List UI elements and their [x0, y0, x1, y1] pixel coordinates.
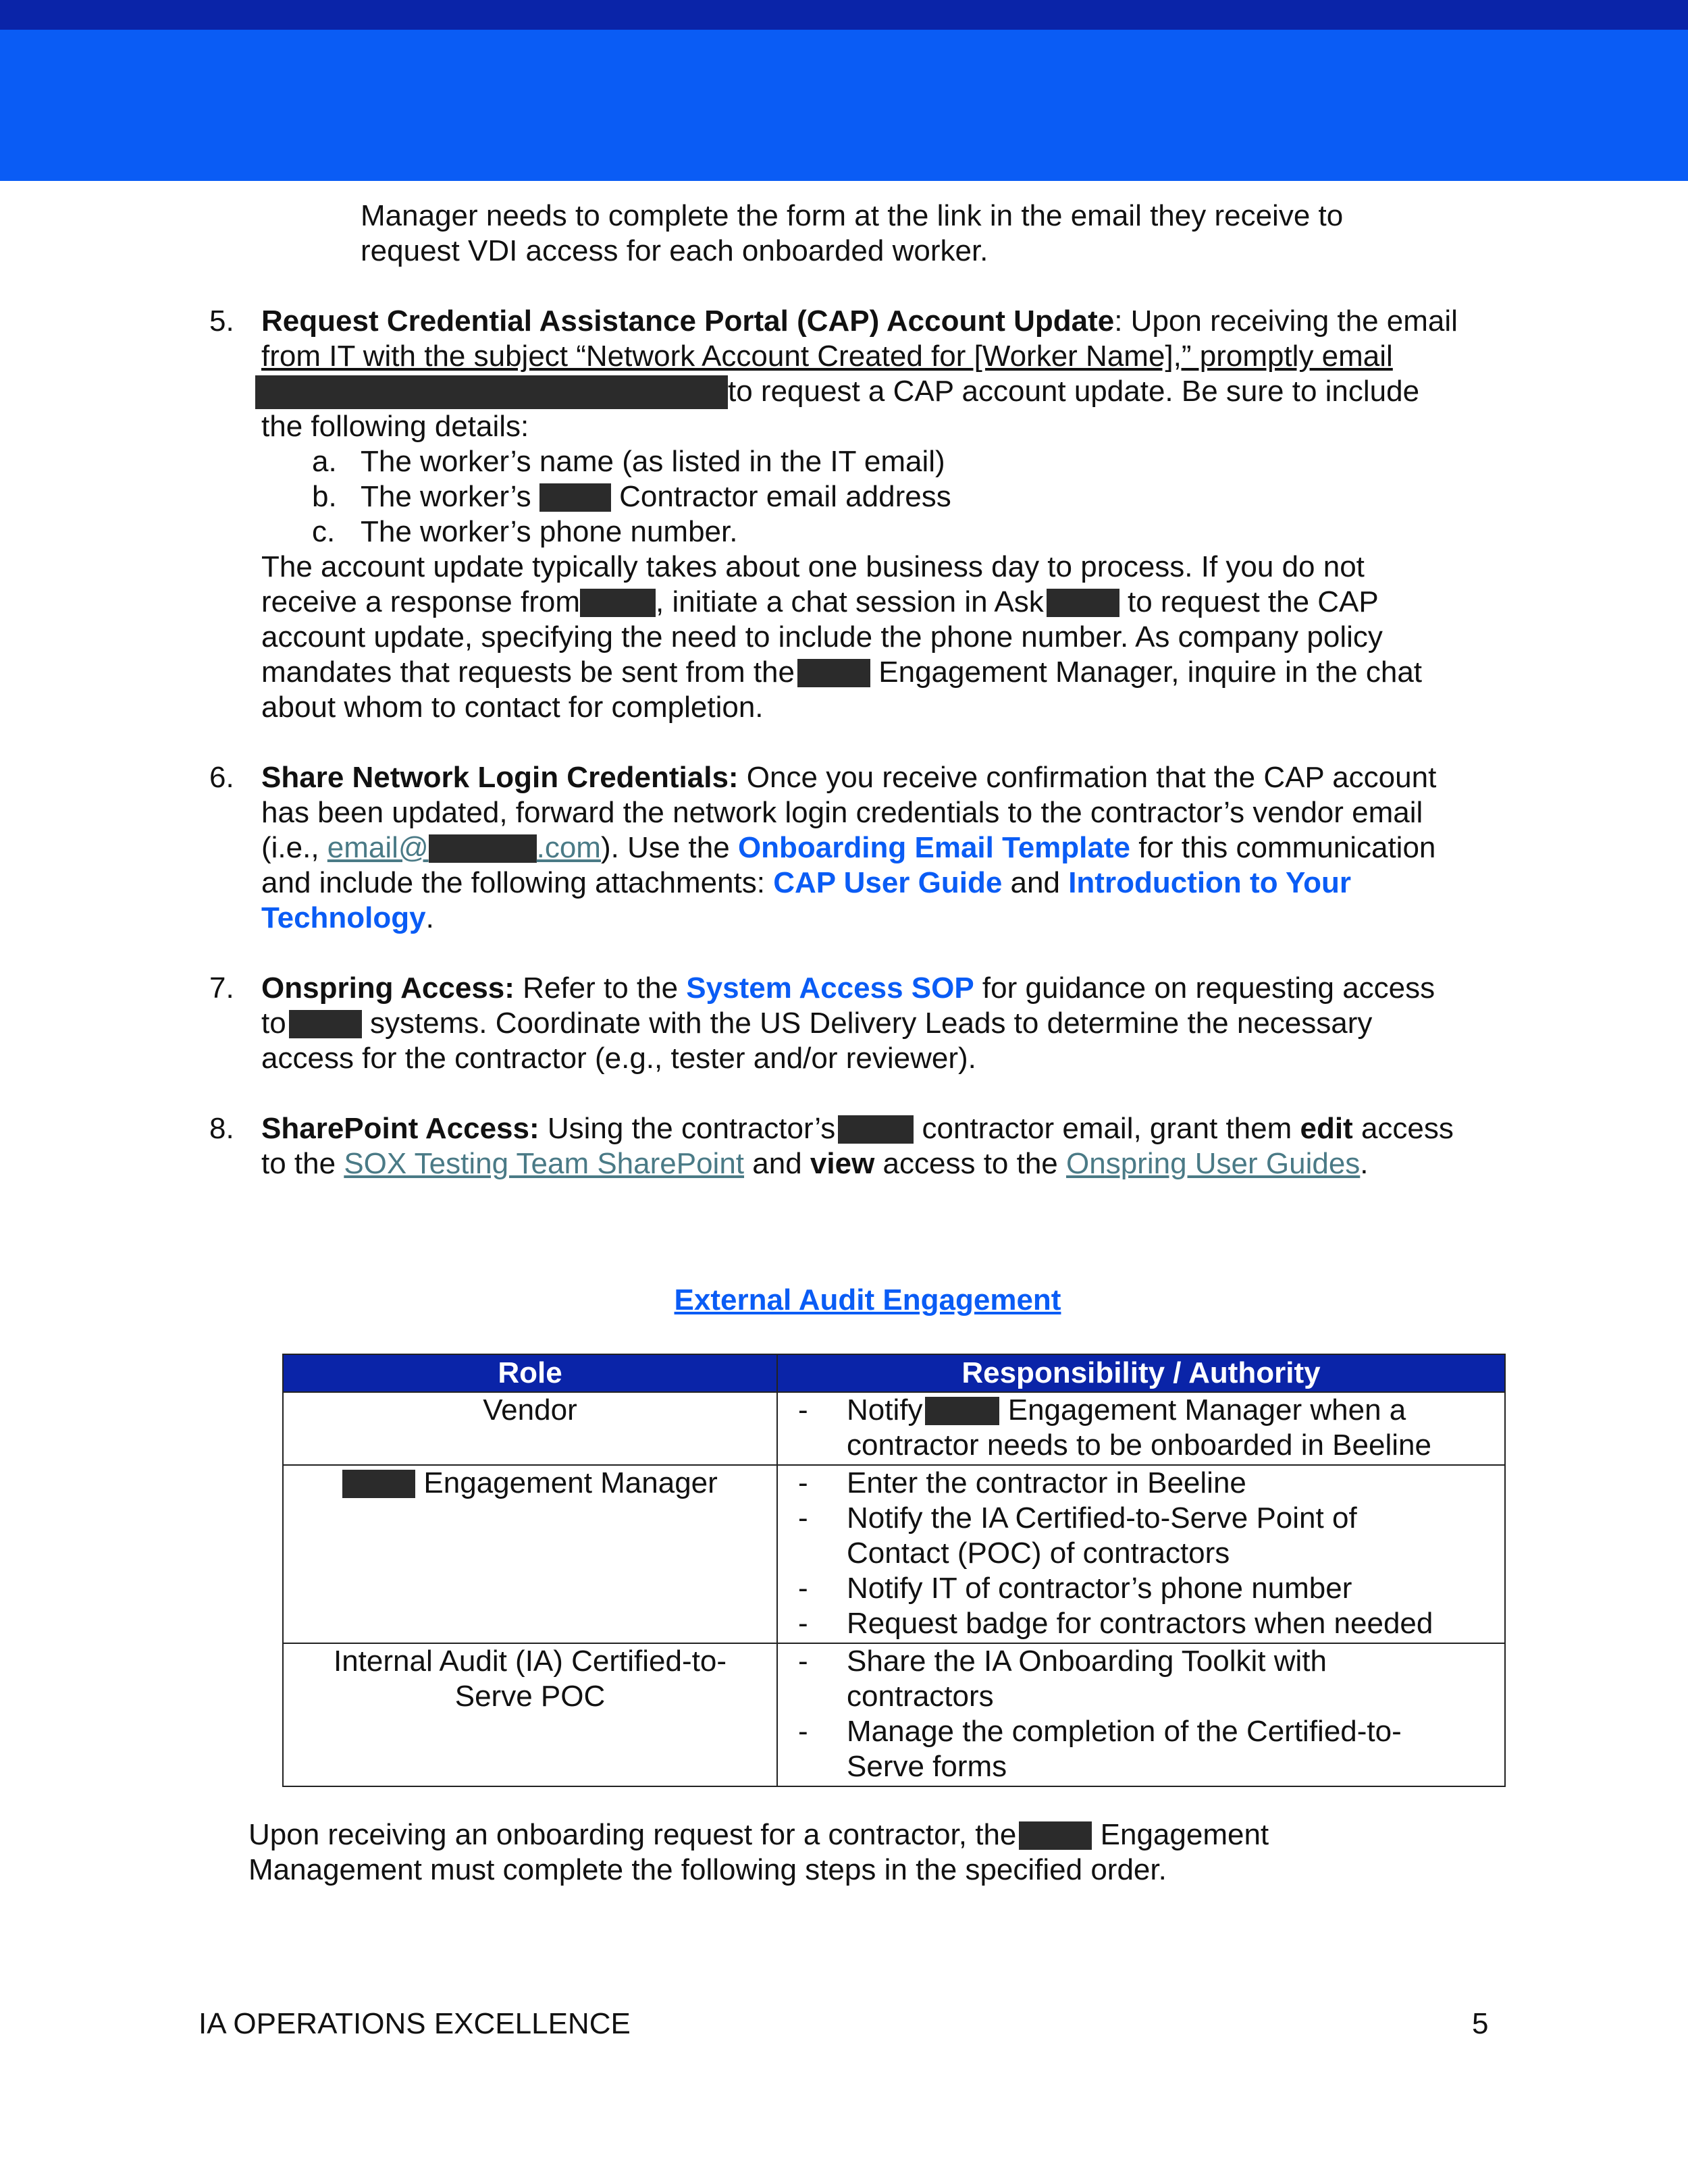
- redacted-company: [925, 1397, 999, 1425]
- system-access-sop-link[interactable]: System Access SOP: [686, 971, 974, 1005]
- step-8-number: 8.: [209, 1112, 234, 1145]
- step-5-item-c-marker: c.: [312, 515, 336, 548]
- role-cell: Engagement Manager: [283, 1465, 777, 1643]
- step-6-line-1: Share Network Login Credentials: Once you receive confirmation that the CAP account: [261, 761, 1437, 794]
- onspring-user-guides-link[interactable]: Onspring User Guides: [1066, 1147, 1361, 1180]
- step-6-line-5: Technology.: [261, 901, 434, 934]
- vendor-email-link[interactable]: email@ .com: [327, 831, 601, 864]
- table-header-row: [283, 1354, 1505, 1392]
- table-row: [283, 1643, 1505, 1786]
- step-6-line-4: and include the following attachments: CAP User Guide and Introduction to Your: [261, 866, 1351, 899]
- onboarding-email-template-link[interactable]: Onboarding Email Template: [737, 831, 1130, 864]
- redacted-company: [1019, 1821, 1092, 1850]
- step-5-para-line-3: account update, specifying the need to include the phone number. As company policy: [261, 620, 1383, 654]
- responsibility-item: - Enter the contractor in Beeline: [798, 1466, 1246, 1499]
- step-5-item-b-marker: b.: [312, 480, 337, 513]
- intro-line-1: Manager needs to complete the form at the link in the email they receive to: [361, 199, 1344, 232]
- intro-technology-link[interactable]: Introduction to Your: [1068, 866, 1351, 899]
- closing-line-1: Upon receiving an onboarding request for a contractor, the Engagement: [248, 1818, 1269, 1851]
- role-cell: Vendor: [283, 1392, 777, 1465]
- responsibility-item: - Share the IA Onboarding Toolkit with: [798, 1645, 1327, 1678]
- responsibility-item: - Notify IT of contractor’s phone number: [798, 1572, 1352, 1605]
- roles-table: [282, 1354, 1506, 1787]
- step-6-number: 6.: [209, 761, 234, 794]
- redacted-company: [838, 1115, 914, 1144]
- step-6-line-3: (i.e., email@ .com). Use the Onboarding Email Template for this communication: [261, 831, 1436, 864]
- responsibility-cell: - Enter the contractor in Beeline - Notify the IA Certified-to-Serve Point of Contact (POC) of contractors - Notify IT of contractor’s phone number - Request badge for contractors when needed: [777, 1465, 1505, 1643]
- header-responsibility: Responsibility / Authority: [777, 1354, 1505, 1392]
- redacted-company: [342, 1470, 415, 1498]
- responsibility-item: - Notify Engagement Manager when a: [798, 1393, 1406, 1427]
- responsibility-cell: - Notify Engagement Manager when a contractor needs to be onboarded in Beeline: [777, 1392, 1505, 1465]
- step-7-title: Onspring Access:: [261, 971, 515, 1005]
- responsibility-item: - Request badge for contractors when needed: [798, 1607, 1433, 1640]
- step-5-line-1: Request Credential Assistance Portal (CAP) Account Update: Upon receiving the email: [261, 304, 1458, 338]
- step-7-number: 7.: [209, 971, 234, 1005]
- step-8-line-2: to the SOX Testing Team SharePoint and view access to the Onspring User Guides.: [261, 1147, 1369, 1180]
- cap-user-guide-link[interactable]: CAP User Guide: [773, 866, 1003, 899]
- step-5-number: 5.: [209, 304, 234, 338]
- responsibility-item: - Notify the IA Certified-to-Serve Point of: [798, 1501, 1357, 1535]
- responsibility-cell: - Share the IA Onboarding Toolkit with contractors - Manage the completion of the Certified-to- Serve forms: [777, 1643, 1505, 1786]
- step-5-para-line-1: The account update typically takes about one business day to process. If you do not: [261, 550, 1365, 583]
- redacted-company: [580, 589, 656, 617]
- redacted-company: [1047, 589, 1119, 617]
- step-7-line-1: Onspring Access: Refer to the System Access SOP for guidance on requesting access: [261, 971, 1435, 1005]
- external-audit-engagement-link[interactable]: External Audit Engagement: [674, 1283, 1061, 1316]
- redacted-company: [797, 659, 870, 687]
- redacted-company: [539, 483, 611, 512]
- sox-sharepoint-link[interactable]: SOX Testing Team SharePoint: [344, 1147, 745, 1180]
- page-number: 5: [1472, 2007, 1489, 2040]
- redacted-email: [255, 375, 728, 409]
- step-5-para-line-2: receive a response from , initiate a chat session in Ask to request the CAP: [261, 585, 1379, 618]
- step-5-item-b: The worker’s Contractor email address: [361, 480, 951, 513]
- table-row: [283, 1392, 1505, 1465]
- step-5-title: Request Credential Assistance Portal (CAP) Account Update: [261, 304, 1115, 338]
- step-5-line-3: to request a CAP account update. Be sure to include: [255, 374, 1419, 409]
- step-5-item-a: The worker’s name (as listed in the IT email): [361, 445, 945, 478]
- redacted-company: [289, 1010, 362, 1038]
- step-6-title: Share Network Login Credentials:: [261, 761, 739, 794]
- table-row: [283, 1465, 1505, 1643]
- step-5-item-c: The worker’s phone number.: [361, 515, 738, 548]
- step-8-line-1: SharePoint Access: Using the contractor’s contractor email, grant them edit access: [261, 1112, 1454, 1145]
- intro-technology-link-cont[interactable]: Technology: [261, 901, 426, 934]
- step-7-line-3: access for the contractor (e.g., tester and/or reviewer).: [261, 1042, 976, 1075]
- closing-line-2: Management must complete the following steps in the specified order.: [248, 1853, 1167, 1886]
- responsibility-item: - Manage the completion of the Certified-to-: [798, 1715, 1402, 1748]
- step-5-para-line-5: about whom to contact for completion.: [261, 691, 764, 724]
- step-5-item-a-marker: a.: [312, 445, 337, 478]
- step-7-line-2: to systems. Coordinate with the US Delivery Leads to determine the necessary: [261, 1007, 1373, 1040]
- step-5-line-2: from IT with the subject “Network Account Created for [Worker Name],” promptly email: [261, 340, 1393, 373]
- intro-line-2: request VDI access for each onboarded worker.: [361, 234, 988, 267]
- step-6-line-2: has been updated, forward the network login credentials to the contractor’s vendor email: [261, 796, 1423, 829]
- footer-title: IA OPERATIONS EXCELLENCE: [199, 2007, 631, 2040]
- redacted-domain: [429, 834, 537, 863]
- role-cell: Internal Audit (IA) Certified-to- Serve POC: [283, 1643, 777, 1786]
- header-role: Role: [283, 1354, 777, 1392]
- step-8-title: SharePoint Access:: [261, 1112, 539, 1145]
- step-5-line-4: the following details:: [261, 410, 529, 443]
- step-5-para-line-4: mandates that requests be sent from the Engagement Manager, inquire in the chat: [261, 656, 1423, 689]
- header-banner-stripe: [0, 0, 1688, 30]
